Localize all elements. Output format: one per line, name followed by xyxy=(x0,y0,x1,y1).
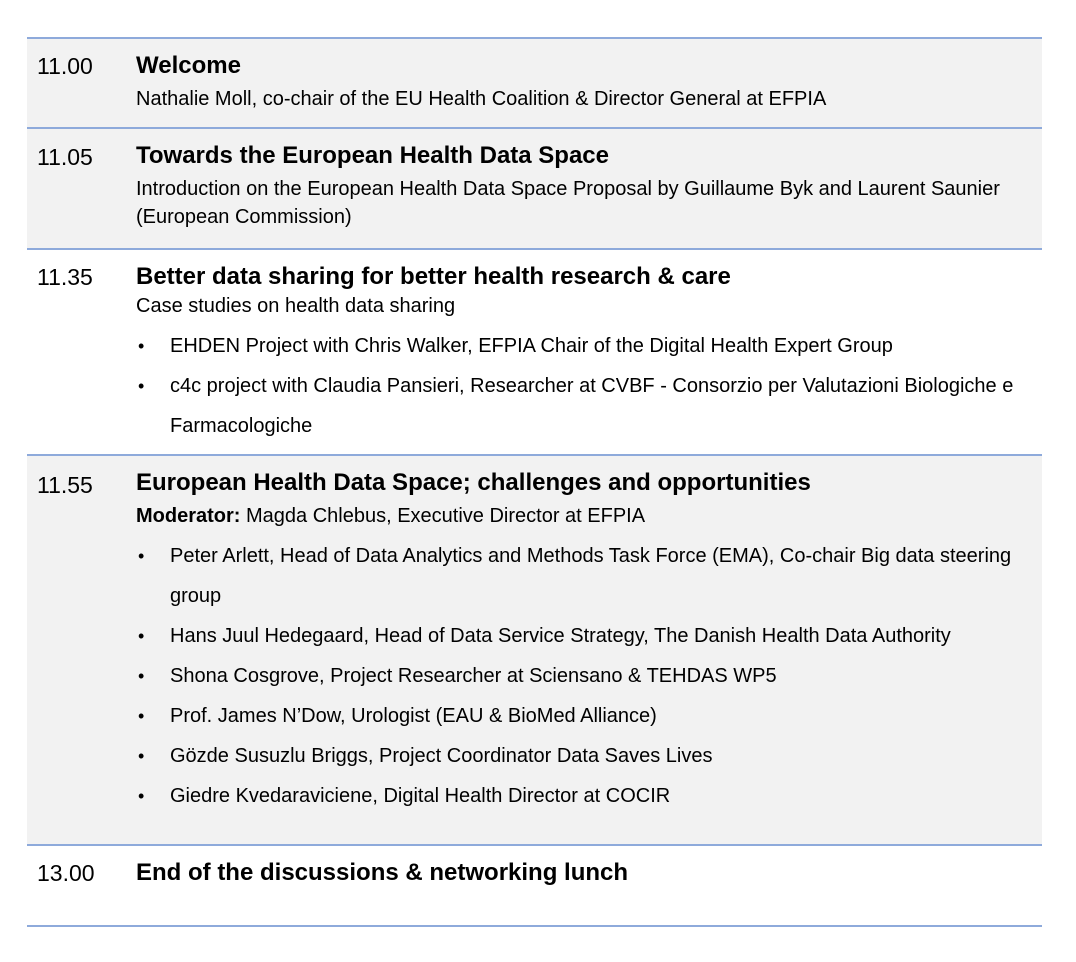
agenda-title: Better data sharing for better health research & care xyxy=(136,263,731,290)
list-item: • Shona Cosgrove, Project Researcher at Sciensano & TEHDAS WP5 xyxy=(136,656,1022,696)
list-item: • Gözde Susuzlu Briggs, Project Coordinator Data Saves Lives xyxy=(136,736,1022,776)
agenda-row-ehds xyxy=(27,127,1042,248)
list-item: • Giedre Kvedaraviciene, Digital Health Director at COCIR xyxy=(136,776,1022,816)
moderator-name: Magda Chlebus, Executive Director at EFPIA xyxy=(240,505,646,527)
agenda-description: Nathalie Moll, co-chair of the EU Health Coalition & Director General at EFPIA xyxy=(136,88,827,110)
agenda-row-end xyxy=(27,844,1042,925)
agenda-time: 11.00 xyxy=(37,53,93,79)
agenda-time: 11.35 xyxy=(37,264,93,290)
agenda-time: 11.55 xyxy=(37,472,93,498)
agenda-time: 13.00 xyxy=(37,860,95,886)
list-item: • Peter Arlett, Head of Data Analytics and Methods Task Force (EMA), Co-chair Big data steering group xyxy=(136,536,1022,616)
list-item: • Hans Juul Hedegaard, Head of Data Service Strategy, The Danish Health Data Authority xyxy=(136,616,1022,656)
agenda-row-welcome xyxy=(27,37,1042,127)
agenda-row-data-sharing xyxy=(27,248,1042,454)
moderator-label: Moderator: xyxy=(136,505,241,527)
list-item: • Prof. James N’Dow, Urologist (EAU & BioMed Alliance) xyxy=(136,696,1022,736)
agenda-title: European Health Data Space; challenges and opportunities xyxy=(136,469,811,496)
list-item: • EHDEN Project with Chris Walker, EFPIA Chair of the Digital Health Expert Group xyxy=(136,326,1022,366)
list-item: • c4c project with Claudia Pansieri, Researcher at CVBF - Consorzio per Valutazioni Biologiche e Farmacologiche xyxy=(136,366,1022,446)
table-bottom-divider xyxy=(27,925,1042,927)
agenda-row-challenges xyxy=(27,454,1042,844)
agenda-table xyxy=(27,37,1042,927)
agenda-title: Welcome xyxy=(136,52,241,79)
moderator-line xyxy=(136,502,1022,530)
agenda-title: Towards the European Health Data Space xyxy=(136,142,610,169)
agenda-time: 11.05 xyxy=(37,144,93,170)
panelist-list xyxy=(136,536,1022,816)
agenda-description: Introduction on the European Health Data Space Proposal by Guillaume Byk and Laurent Saunier (European Commission) xyxy=(136,178,1000,228)
case-study-list xyxy=(136,326,1022,446)
agenda-title: End of the discussions & networking lunch xyxy=(136,859,629,886)
agenda-description: Case studies on health data sharing xyxy=(136,295,456,317)
